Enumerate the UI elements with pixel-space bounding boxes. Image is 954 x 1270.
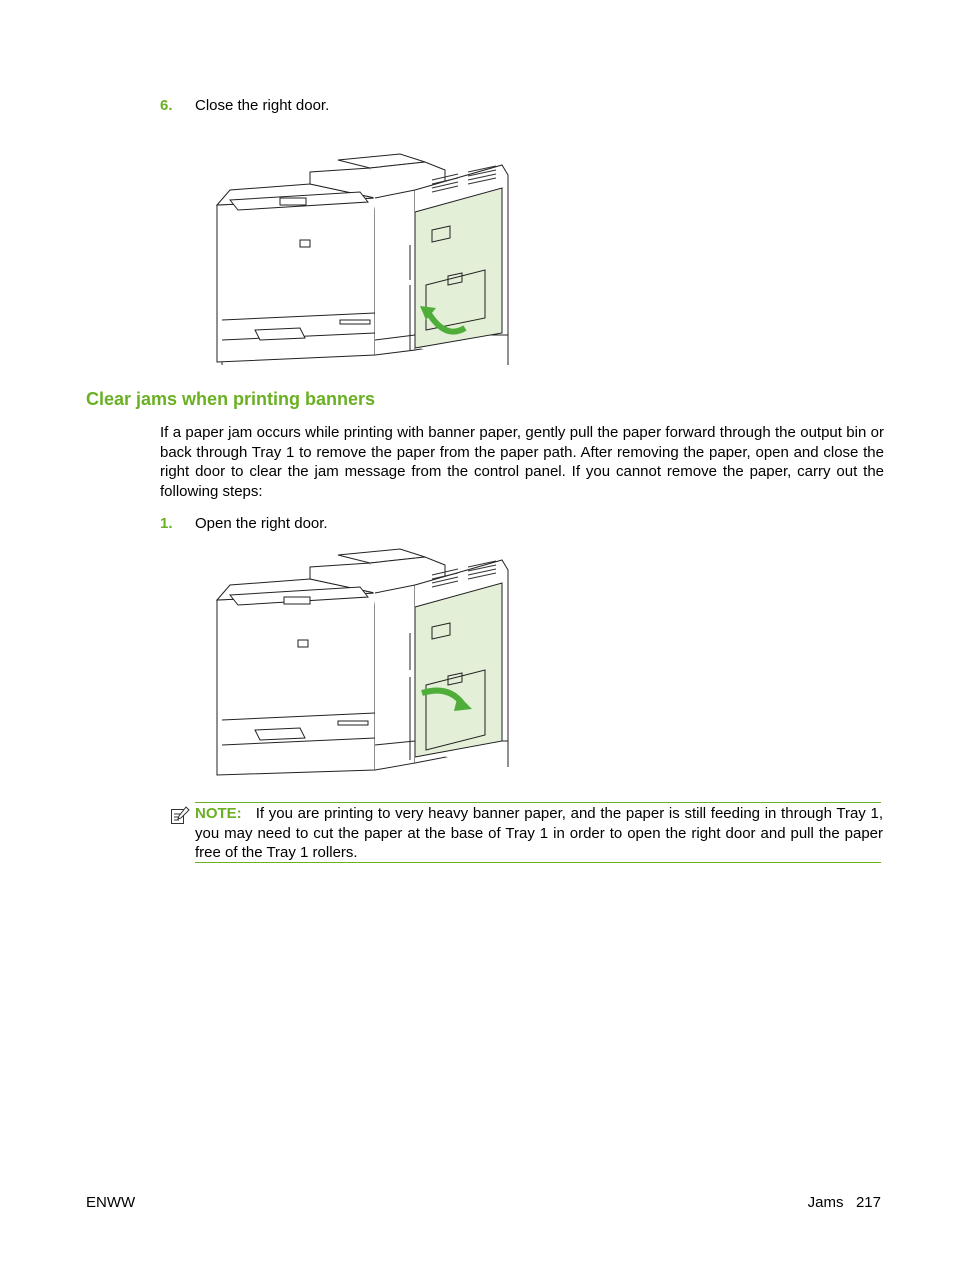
note-label: NOTE: <box>195 805 242 822</box>
step-6-text: Close the right door. <box>195 97 330 114</box>
printer-door-open-illustration <box>210 545 520 775</box>
section-paragraph: If a paper jam occurs while printing with banner paper, gently pull the paper forward through the output bin or back through Tray 1 to remove the paper from the paper path. After removing the paper, open and close the right door to clear the jam message from the control panel. If you cannot remove the paper, carry out the following steps: <box>160 424 884 500</box>
section-heading: Clear jams when printing banners <box>86 389 376 409</box>
step-1-text: Open the right door. <box>195 515 328 532</box>
step-1-number: 1. <box>160 515 173 532</box>
footer-section: Jams <box>807 1194 844 1211</box>
note-bottom-rule <box>195 862 881 863</box>
printer-door-closed-illustration <box>210 150 520 365</box>
note-top-rule <box>195 802 881 803</box>
note-text: If you are printing to very heavy banner paper, and the paper is still feeding in through Tray 1, you may need to cut the paper at the base of Tray 1 in order to open the right door and pull the paper free of the Tray 1 rollers. <box>195 805 883 861</box>
note-pencil-icon <box>170 806 190 826</box>
footer-left: ENWW <box>86 1194 136 1211</box>
step-6-number: 6. <box>160 97 173 114</box>
footer-right <box>808 1194 881 1211</box>
footer-page-number: 217 <box>855 1194 881 1211</box>
note-body <box>195 804 883 863</box>
